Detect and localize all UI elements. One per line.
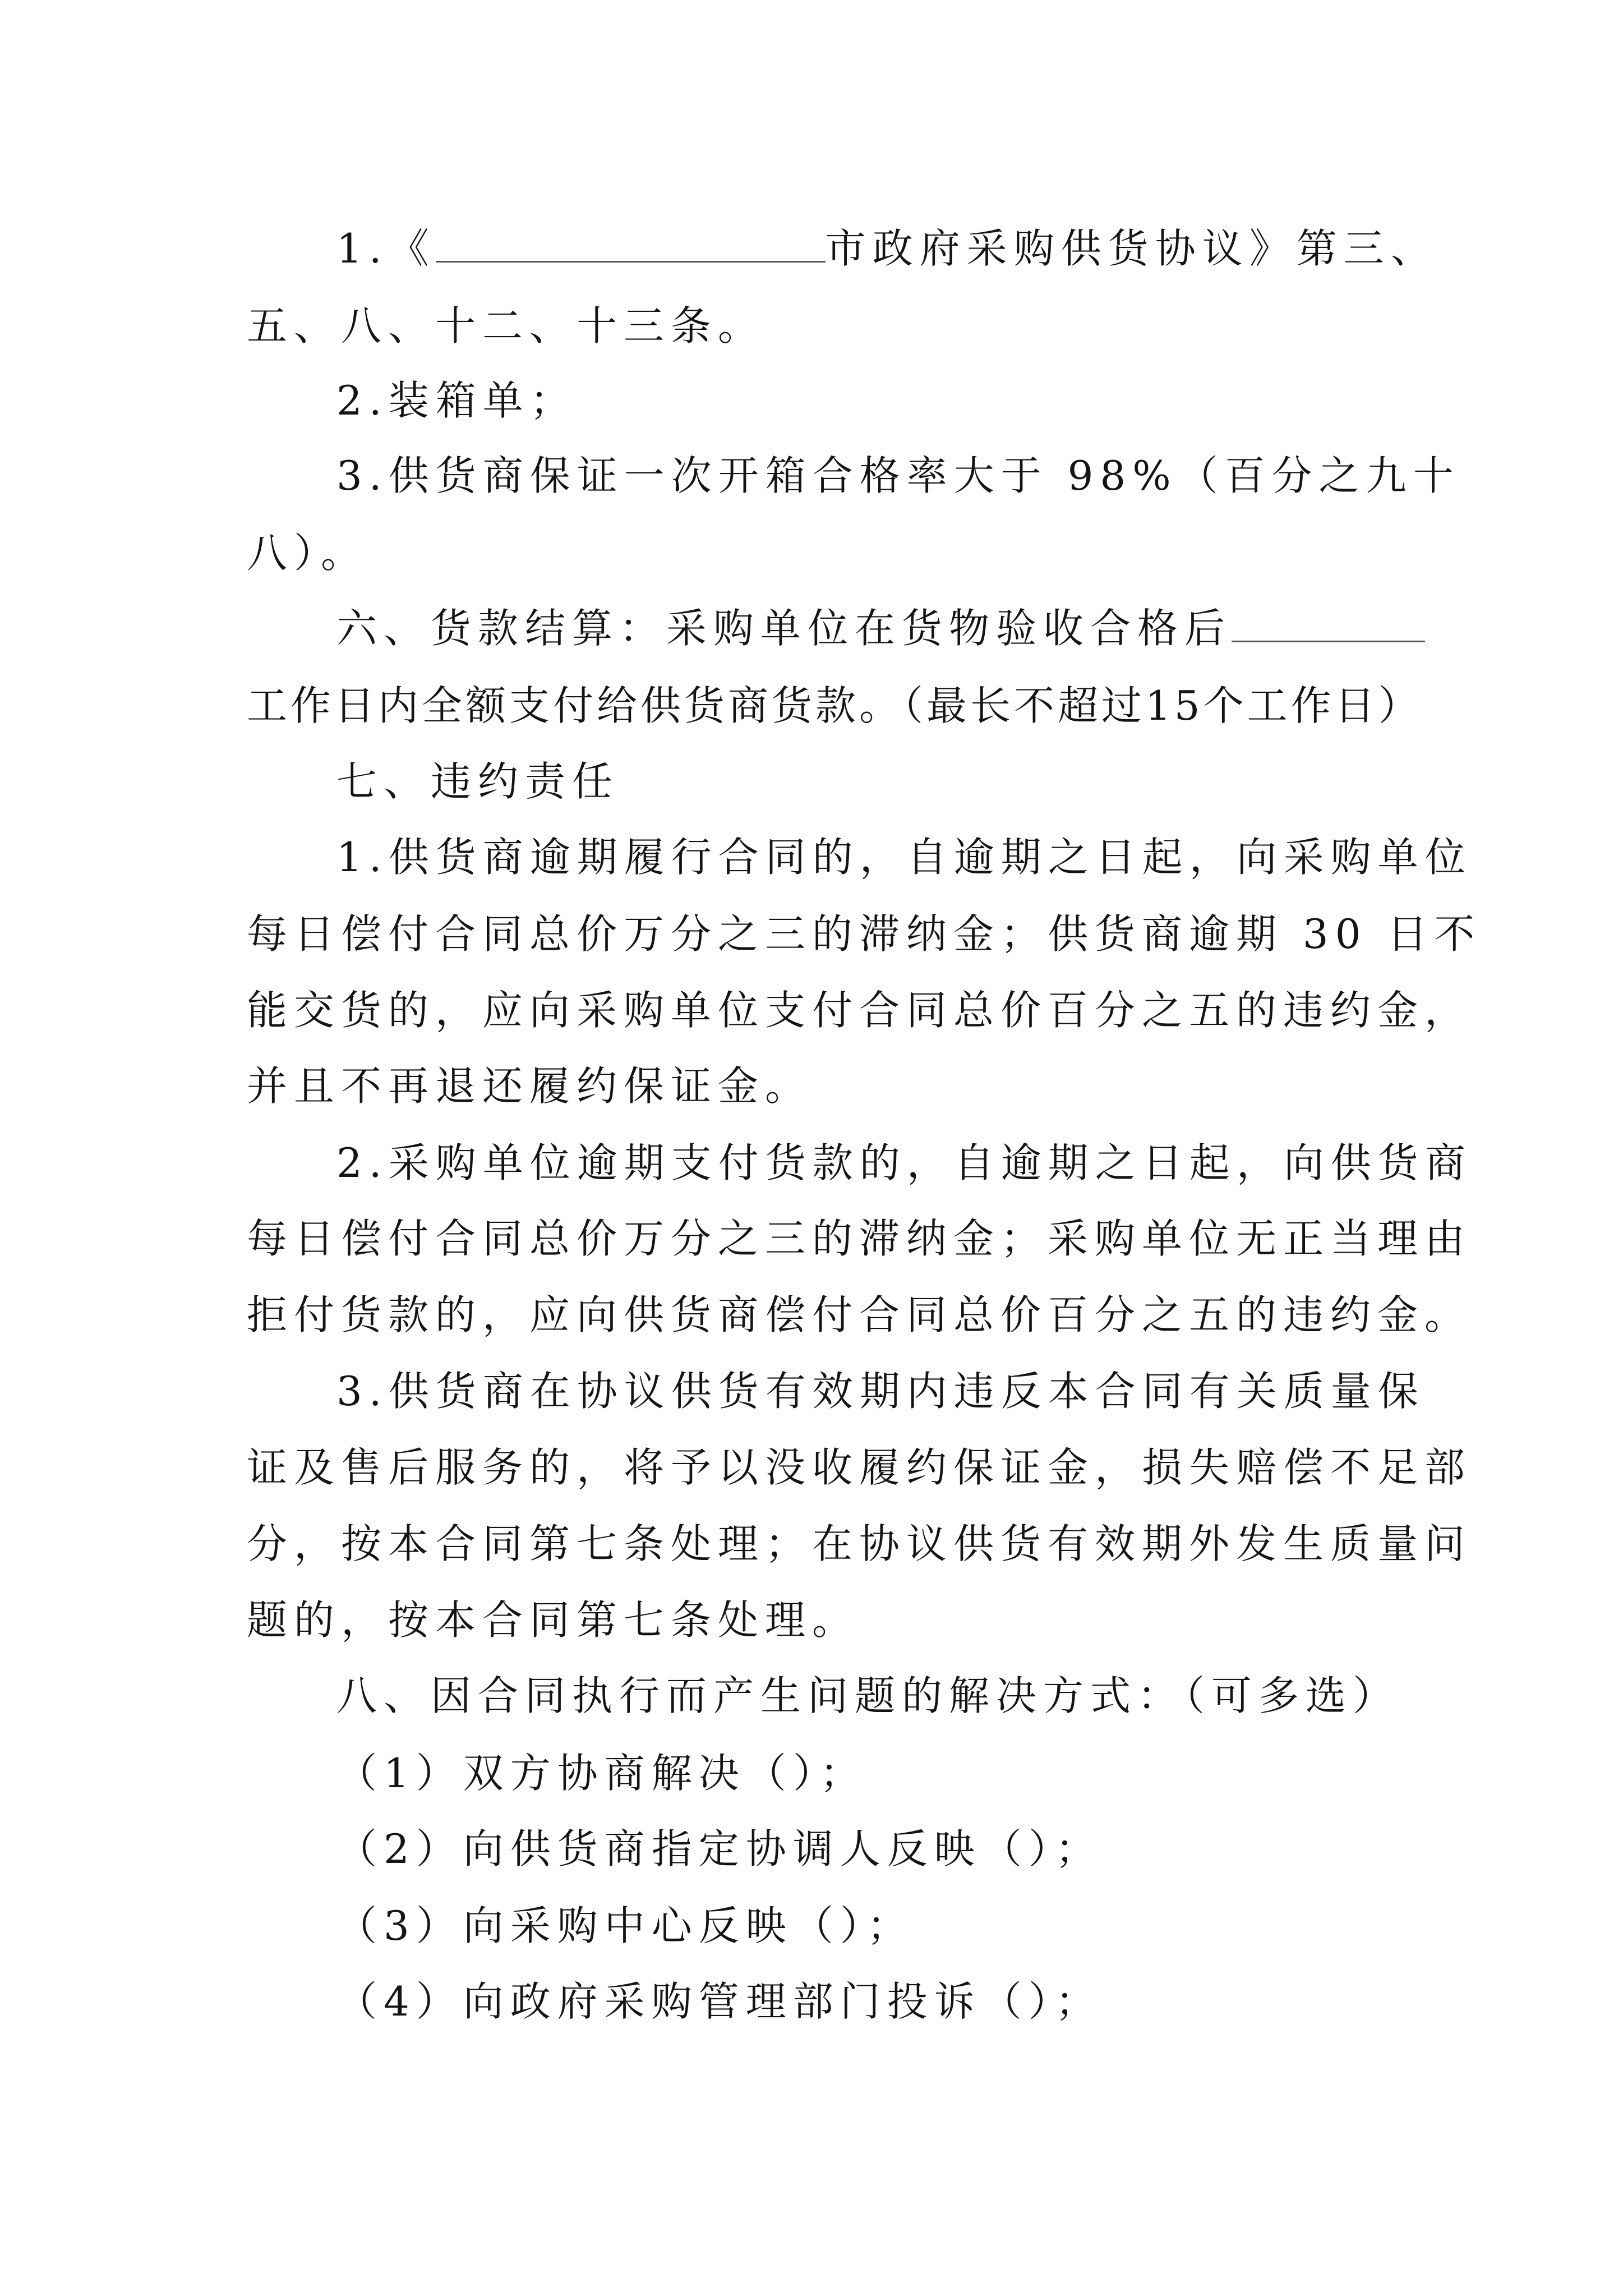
section-8-option: （3）向采购中心反映（）； bbox=[336, 1902, 914, 1949]
item-3: 3.供货商保证一次开箱合格率大于 98%（百分之九十 bbox=[336, 452, 1460, 499]
section-6-text: 六、货款结算：采购单位在货物验收合格后 bbox=[336, 605, 1232, 652]
item-3-continuation: 八）。 bbox=[247, 530, 368, 577]
item-1-line bbox=[336, 222, 1438, 275]
section-7-heading: 七、违约责任 bbox=[336, 758, 620, 805]
section-8-option: （2）向供货商指定协调人反映（）； bbox=[336, 1825, 1103, 1872]
section-7-p1-line: 1.供货商逾期履行合同的，自逾期之日起，向采购单位 bbox=[336, 834, 1472, 881]
section-7-p3-line: 3.供货商在协议供货有效期内违反本合同有关质量保 bbox=[336, 1368, 1425, 1415]
item-1-suffix: 市政府采购供货协议》第三、 bbox=[825, 225, 1438, 272]
section-7-p2-line: 每日偿付合同总价万分之三的滞纳金；采购单位无正当理由 bbox=[247, 1215, 1472, 1262]
section-7-p3-line: 证及售后服务的，将予以没收履约保证金，损失赔偿不足部 bbox=[247, 1444, 1472, 1491]
section-7-p1-line: 并且不再退还履约保证金。 bbox=[247, 1062, 813, 1110]
workday-blank bbox=[1232, 606, 1425, 642]
section-7-p3-line: 题的，按本合同第七条处理。 bbox=[247, 1596, 860, 1644]
section-8-option: （4）向政府采购管理部门投诉（）； bbox=[336, 1978, 1103, 2025]
section-7-p2-line: 2.采购单位逾期支付货款的，自逾期之日起，向供货商 bbox=[336, 1139, 1472, 1186]
section-8-option: （1）双方协商解决（）； bbox=[336, 1750, 867, 1797]
section-7-p3-line: 分，按本合同第七条处理；在协议供货有效期外发生质量问 bbox=[247, 1520, 1472, 1567]
section-7-p2-line: 拒付货款的，应向供货商偿付合同总价百分之五的违约金。 bbox=[247, 1291, 1472, 1338]
section-7-p1-line: 能交货的，应向采购单位支付合同总价百分之五的违约金， bbox=[247, 987, 1472, 1034]
item-2: 2.装箱单； bbox=[336, 377, 577, 424]
section-6-line-1 bbox=[336, 601, 1425, 655]
section-6-line-2: 工作日内全额支付给供货商货款。（最长不超过15个工作日） bbox=[247, 682, 1422, 729]
item-1-prefix: 1.《 bbox=[336, 225, 436, 272]
section-7-p1-line: 每日偿付合同总价万分之三的滞纳金；供货商逾期 30 日不 bbox=[247, 910, 1482, 958]
section-8-heading: 八、因合同执行而产生问题的解决方式：（可多选） bbox=[336, 1672, 1400, 1719]
item-1-continuation: 五、八、十二、十三条。 bbox=[247, 302, 766, 349]
city-name-blank bbox=[436, 226, 826, 263]
